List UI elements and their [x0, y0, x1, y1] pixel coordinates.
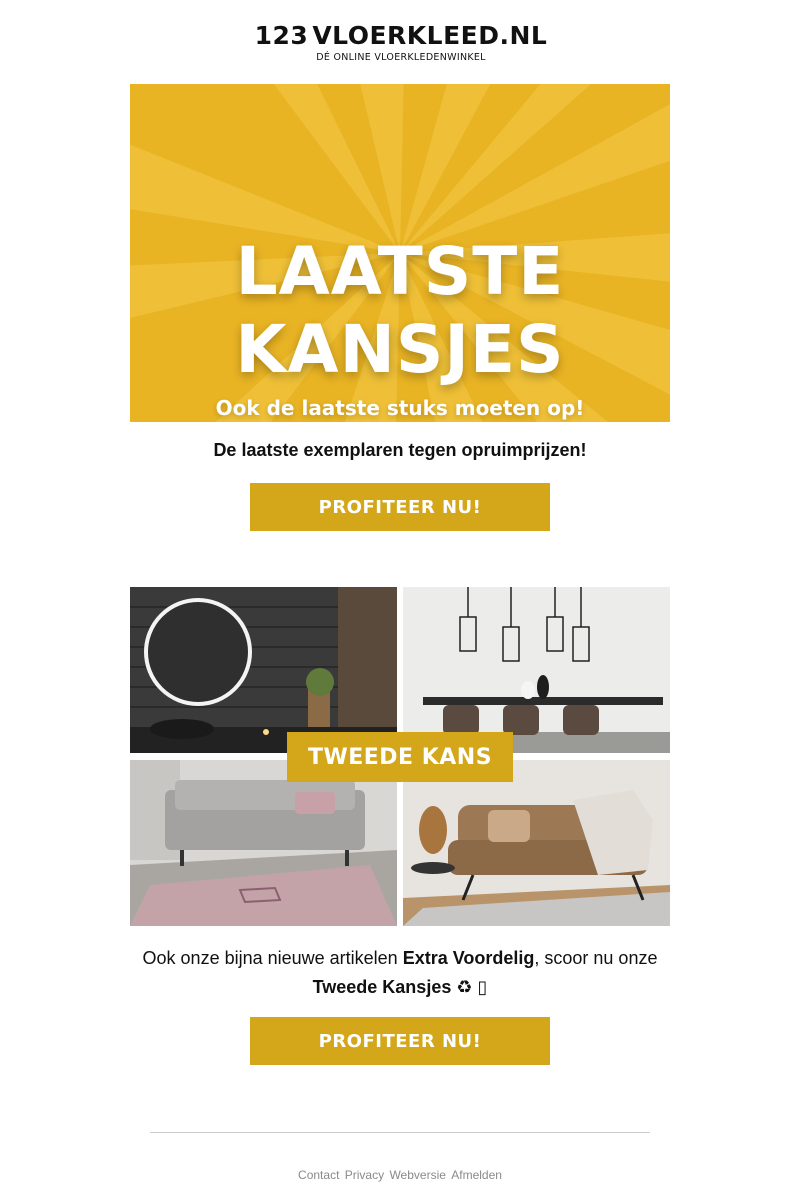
footer-link-webversie[interactable]: Webversie — [389, 1168, 446, 1182]
hero-subtitle: Ook de laatste stuks moeten op! — [215, 396, 585, 420]
section2-text-bold2: Tweede Kansjes — [312, 977, 452, 997]
footer-link-afmelden[interactable]: Afmelden — [451, 1168, 502, 1182]
hero-title-line2: KANSJES — [235, 311, 565, 388]
collage-photo-sofa — [403, 760, 670, 926]
section2-text — [120, 944, 680, 1002]
logo-tagline: DÉ ONLINE VLOERKLEDENWINKEL — [316, 52, 486, 63]
section2-text-part1: Ook onze bijna nieuwe artikelen — [142, 948, 403, 968]
hero-banner[interactable] — [130, 84, 670, 422]
hero-title-line1: LAATSTE — [235, 233, 565, 310]
footer-links — [0, 1168, 800, 1182]
footer-link-contact[interactable]: Contact — [298, 1168, 340, 1182]
profiteer-button-2[interactable]: PROFITEER NU! — [250, 1017, 550, 1065]
footer-link-privacy[interactable]: Privacy — [344, 1168, 385, 1182]
profiteer-button-1[interactable]: PROFITEER NU! — [250, 483, 550, 531]
section2-text-part2: , scoor nu onze — [534, 948, 658, 968]
tweede-kans-badge: TWEEDE KANS — [287, 732, 513, 782]
section1-text: De laatste exemplaren tegen opruimprijzen! — [213, 440, 587, 460]
collage-photo-livingroom-rug — [130, 760, 397, 926]
footer-divider — [150, 1132, 650, 1133]
logo-wordmark — [254, 21, 548, 50]
logo-prefix: 123 — [254, 21, 309, 50]
brand-logo[interactable] — [254, 21, 548, 63]
section2-text-bold1: Extra Voordelig — [402, 948, 535, 968]
collage-photo-bathroom — [130, 587, 397, 753]
logo-suffix: VLOERKLEED.NL — [312, 21, 548, 50]
tweede-kans-collage[interactable] — [130, 587, 670, 927]
collage-photo-dining — [403, 587, 670, 753]
recycle-icon: ♻ ▯ — [451, 977, 488, 997]
